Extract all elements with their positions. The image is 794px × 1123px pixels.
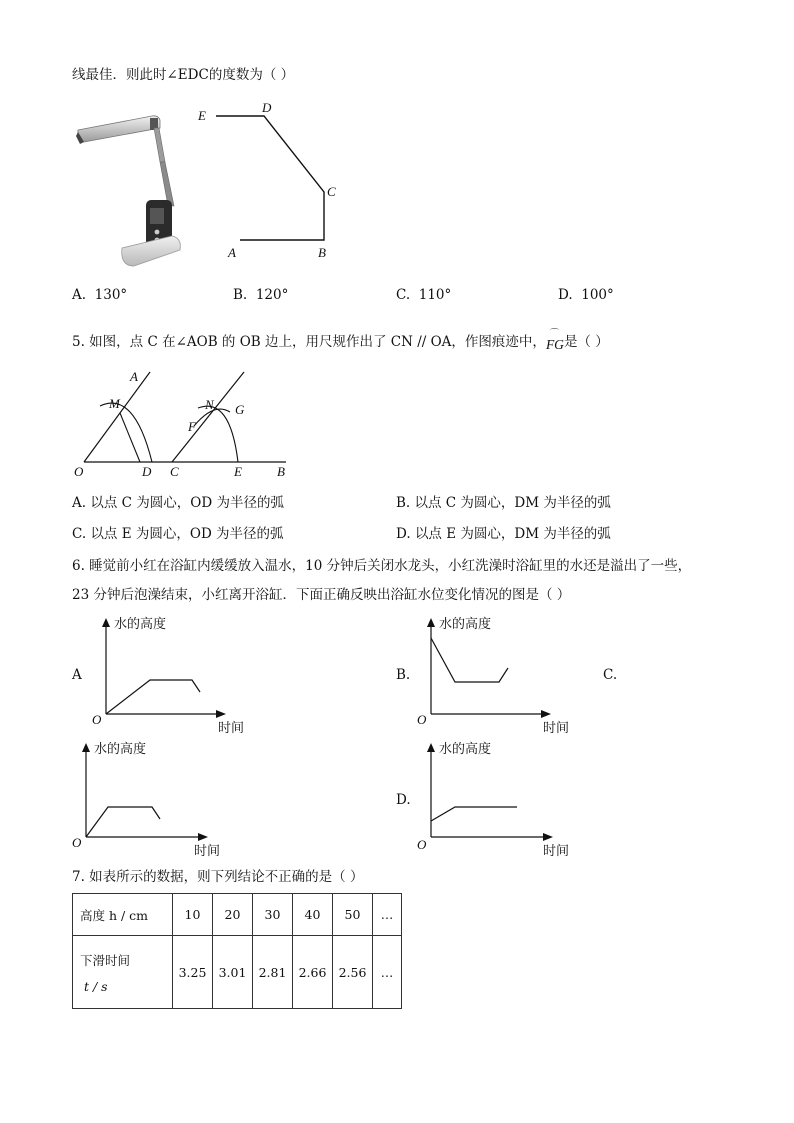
table-row [73, 894, 402, 936]
row1-header: 高度 h / cm [73, 894, 173, 936]
origin-label: O [92, 712, 102, 727]
table-cell: 50 [333, 894, 373, 936]
q4-option-a[interactable]: A. 130° [72, 287, 128, 303]
q6-stem-line2: 23 分钟后泡澡结束，小红离开浴缸．下面正确反映出浴缸水位变化情况的图是（ ） [72, 587, 571, 603]
x-axis-label: 时间 [218, 721, 245, 736]
table-cell: … [373, 894, 402, 936]
label-A: A [130, 369, 138, 384]
q6-option-a-label[interactable]: A [72, 667, 82, 683]
q4-option-b[interactable]: B. 120° [233, 287, 289, 303]
x-axis-label: 时间 [543, 844, 570, 859]
y-axis-label: 水的高度 [439, 742, 492, 757]
origin-label: O [72, 835, 82, 850]
x-axis-label: 时间 [194, 844, 221, 859]
q5-option-d[interactable]: D. 以点 E 为圆心，DM 为半径的弧 [396, 526, 611, 542]
row2-header: 下滑时间 t / s [73, 936, 173, 1009]
y-axis-label: 水的高度 [94, 742, 147, 757]
label-B: B [318, 245, 326, 260]
table-cell: 2.81 [253, 936, 293, 1009]
label-C: C [327, 184, 336, 199]
label-B: B [277, 464, 285, 479]
table-cell: 20 [213, 894, 253, 936]
label-D: D [142, 464, 152, 479]
q6-option-d-label[interactable]: D. [396, 792, 411, 808]
q7-data-table [72, 893, 402, 1009]
desk-lamp-image [74, 108, 184, 270]
label-E: E [234, 464, 242, 479]
label-O: O [74, 464, 84, 479]
table-cell: … [373, 936, 402, 1009]
label-G: G [235, 402, 245, 417]
table-cell: 2.66 [293, 936, 333, 1009]
table-cell: 3.01 [213, 936, 253, 1009]
table-row [73, 936, 402, 1009]
q4-stem-tail: 线最佳．则此时∠EDC的度数为（ ） [72, 67, 295, 83]
q6-graph-b[interactable] [413, 614, 583, 738]
q5-option-b[interactable]: B. 以点 C 为圆心，DM 为半径的弧 [396, 495, 611, 511]
q6-graph-a[interactable] [88, 614, 258, 738]
q7-stem: 7. 如表所示的数据，则下列结论不正确的是（ ） [72, 869, 364, 885]
table-cell: 30 [253, 894, 293, 936]
table-cell: 3.25 [173, 936, 213, 1009]
q6-option-b-label[interactable]: B. [396, 667, 411, 683]
q6-graph-d[interactable] [413, 739, 583, 863]
q6-graph-c[interactable] [68, 739, 238, 863]
table-cell: 2.56 [333, 936, 373, 1009]
origin-label: O [417, 712, 427, 727]
q6-option-c-label[interactable]: C. [603, 667, 618, 683]
label-E: E [198, 108, 206, 123]
label-A: A [228, 245, 236, 260]
q5-option-a[interactable]: A. 以点 C 为圆心，OD 为半径的弧 [72, 495, 284, 511]
q5-figure [72, 368, 302, 480]
label-D: D [262, 100, 272, 115]
y-axis-label: 水的高度 [439, 617, 492, 632]
label-F: F [188, 419, 196, 434]
y-axis-label: 水的高度 [114, 617, 167, 632]
table-cell: 10 [173, 894, 213, 936]
label-M: M [109, 396, 120, 411]
origin-label: O [417, 837, 427, 852]
q4-option-c[interactable]: C. 110° [396, 287, 452, 303]
table-cell: 40 [293, 894, 333, 936]
q5-stem: 5. 如图，点 C 在∠AOB 的 OB 边上，用尺规作出了 CN // OA，作图痕迹中， ⌒ FG是（ ） [72, 328, 609, 352]
q5-option-c[interactable]: C. 以点 E 为圆心，OD 为半径的弧 [72, 526, 284, 542]
label-N: N [205, 397, 214, 412]
q4-figure [198, 102, 348, 262]
q6-stem-line1: 6. 睡觉前小红在浴缸内缓缓放入温水，10 分钟后关闭水龙头，小红洗澡时浴缸里的水还是溢出了一些， [72, 558, 692, 574]
arc-fg-notation: ⌒ FG [545, 328, 564, 352]
x-axis-label: 时间 [543, 721, 570, 736]
q4-option-d[interactable]: D. 100° [558, 287, 614, 303]
label-C: C [170, 464, 179, 479]
